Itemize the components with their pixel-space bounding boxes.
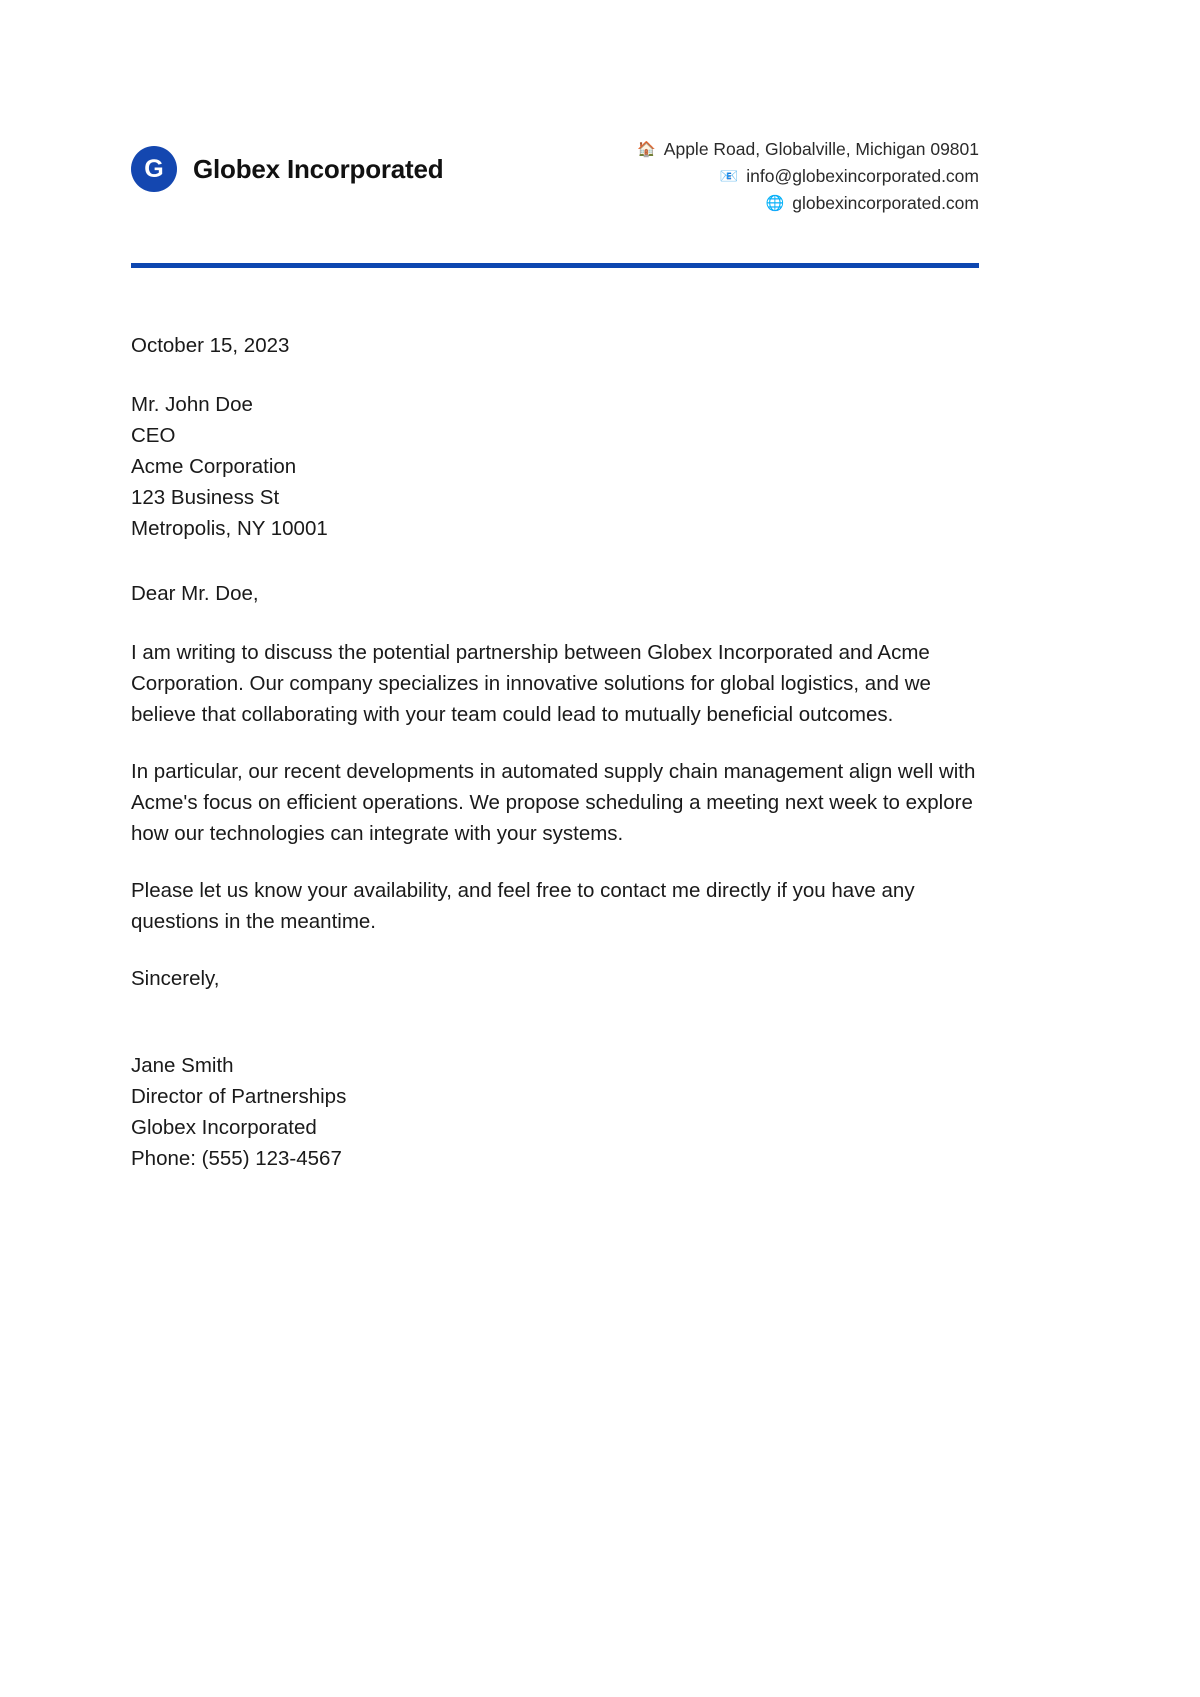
letter-body [131,268,979,1174]
contact-website-line[interactable] [637,190,979,217]
letterhead [131,0,979,217]
contact-email-line[interactable] [637,163,979,190]
body-paragraph-2: In particular, our recent developments in automated supply chain management align well with Acme's focus on efficient operations. We propose scheduling a meeting next week to explore how our technologies can integrate with your systems. [131,760,976,845]
house-icon: 🏠 [637,141,656,158]
body-paragraph-3: Please let us know your availability, and feel free to contact me directly if you have any questions in the meantime. [131,879,915,933]
contact-info [637,128,979,217]
recipient-company: Acme Corporation [131,455,297,478]
contact-email-text: info@globexincorporated.com [746,166,979,186]
recipient-address-block [131,389,979,544]
recipient-city-state-zip: Metropolis, NY 10001 [131,517,328,540]
recipient-name: Mr. John Doe [131,393,253,416]
letter-sheet [131,0,979,1174]
signature-block [131,1050,979,1174]
signer-company: Globex Incorporated [131,1116,317,1139]
company-name: Globex Incorporated [193,153,444,184]
body-paragraph-1: I am writing to discuss the potential partnership between Globex Incorporated and Acme Corporation. Our company specializes in innovative solutions for global logistics, and we believe that collaborating with your team could lead to mutually beneficial outcomes. [131,641,931,726]
envelope-icon: 📧 [719,168,739,185]
signer-title: Director of Partnerships [131,1085,347,1108]
salutation: Dear Mr. Doe, [131,582,259,605]
company-branding [131,128,443,192]
contact-address-text: Apple Road, Globalville, Michigan 09801 [663,139,979,159]
contact-website-text: globexincorporated.com [792,193,979,213]
signer-phone: Phone: (555) 123-4567 [131,1147,342,1170]
recipient-title: CEO [131,424,176,447]
contact-address-line [637,136,979,163]
closing-salutation: Sincerely, [131,967,220,990]
signer-name: Jane Smith [131,1054,234,1077]
recipient-street: 123 Business St [131,486,280,509]
company-logo-icon: G [131,146,177,192]
letter-date: October 15, 2023 [131,334,290,357]
globe-icon: 🌐 [765,195,785,212]
